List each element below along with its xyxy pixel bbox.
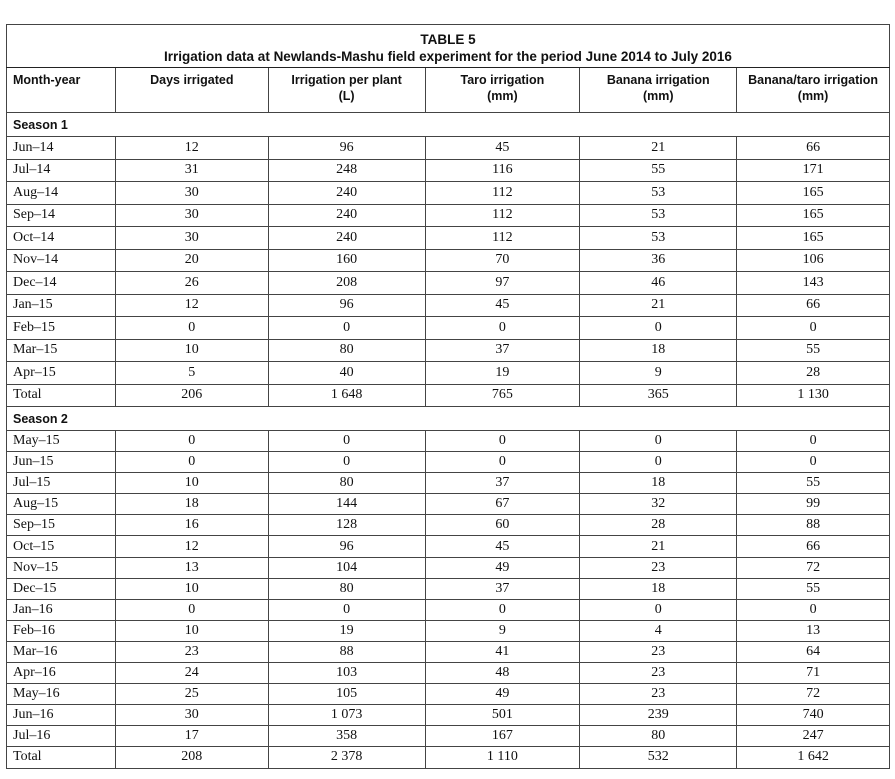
value-cell: 53 xyxy=(580,182,737,205)
value-cell: 55 xyxy=(580,159,737,182)
value-cell: 165 xyxy=(737,204,890,227)
column-header xyxy=(268,68,425,113)
value-cell: 167 xyxy=(425,726,580,747)
table-row xyxy=(7,536,890,557)
value-cell: 88 xyxy=(268,641,425,662)
value-cell: 0 xyxy=(268,599,425,620)
value-cell: 2 378 xyxy=(268,747,425,768)
value-cell: 13 xyxy=(737,620,890,641)
month-year-cell: Jun–16 xyxy=(7,705,116,726)
value-cell: 99 xyxy=(737,494,890,515)
table-row xyxy=(7,227,890,250)
value-cell: 0 xyxy=(425,599,580,620)
month-year-cell: Nov–14 xyxy=(7,249,116,272)
table-title xyxy=(7,25,890,68)
value-cell: 144 xyxy=(268,494,425,515)
value-cell: 32 xyxy=(580,494,737,515)
value-cell: 18 xyxy=(115,494,268,515)
column-header xyxy=(7,68,116,113)
value-cell: 0 xyxy=(737,317,890,340)
value-cell: 72 xyxy=(737,684,890,705)
value-cell: 21 xyxy=(580,536,737,557)
value-cell: 45 xyxy=(425,294,580,317)
value-cell: 67 xyxy=(425,494,580,515)
value-cell: 88 xyxy=(737,515,890,536)
value-cell: 31 xyxy=(115,159,268,182)
value-cell: 30 xyxy=(115,705,268,726)
month-year-cell: May–15 xyxy=(7,431,116,452)
table-row xyxy=(7,431,890,452)
value-cell: 71 xyxy=(737,663,890,684)
month-year-cell: Mar–16 xyxy=(7,641,116,662)
month-year-cell: Sep–15 xyxy=(7,515,116,536)
month-year-cell: Mar–15 xyxy=(7,339,116,362)
month-year-cell: Oct–15 xyxy=(7,536,116,557)
value-cell: 0 xyxy=(268,452,425,473)
value-cell: 18 xyxy=(580,473,737,494)
table-row xyxy=(7,294,890,317)
value-cell: 160 xyxy=(268,249,425,272)
month-year-cell: Dec–15 xyxy=(7,578,116,599)
table-row xyxy=(7,204,890,227)
value-cell: 40 xyxy=(268,362,425,385)
month-year-cell: Feb–16 xyxy=(7,620,116,641)
table-row xyxy=(7,159,890,182)
value-cell: 247 xyxy=(737,726,890,747)
season-row xyxy=(7,407,890,431)
value-cell: 0 xyxy=(580,452,737,473)
table-row xyxy=(7,317,890,340)
value-cell: 12 xyxy=(115,137,268,160)
value-cell: 97 xyxy=(425,272,580,295)
value-cell: 103 xyxy=(268,663,425,684)
value-cell: 1 642 xyxy=(737,747,890,768)
table-row xyxy=(7,272,890,295)
month-year-cell: Aug–14 xyxy=(7,182,116,205)
value-cell: 12 xyxy=(115,536,268,557)
value-cell: 18 xyxy=(580,339,737,362)
value-cell: 70 xyxy=(425,249,580,272)
value-cell: 143 xyxy=(737,272,890,295)
value-cell: 41 xyxy=(425,641,580,662)
value-cell: 165 xyxy=(737,227,890,250)
value-cell: 96 xyxy=(268,137,425,160)
value-cell: 13 xyxy=(115,557,268,578)
value-cell: 46 xyxy=(580,272,737,295)
value-cell: 23 xyxy=(580,641,737,662)
value-cell: 19 xyxy=(268,620,425,641)
value-cell: 9 xyxy=(580,362,737,385)
value-cell: 20 xyxy=(115,249,268,272)
table-row xyxy=(7,726,890,747)
value-cell: 116 xyxy=(425,159,580,182)
column-header-unit: (L) xyxy=(338,89,355,103)
value-cell: 1 110 xyxy=(425,747,580,768)
value-cell: 45 xyxy=(425,536,580,557)
column-header-unit: (mm) xyxy=(797,89,829,103)
value-cell: 208 xyxy=(268,272,425,295)
value-cell: 239 xyxy=(580,705,737,726)
value-cell: 0 xyxy=(580,317,737,340)
irrigation-data-table xyxy=(6,24,890,769)
column-header xyxy=(425,68,580,113)
header-row xyxy=(7,68,890,113)
value-cell: 49 xyxy=(425,557,580,578)
value-cell: 10 xyxy=(115,339,268,362)
value-cell: 0 xyxy=(115,452,268,473)
value-cell: 17 xyxy=(115,726,268,747)
column-header-label: Taro irrigation xyxy=(460,73,545,87)
value-cell: 23 xyxy=(580,663,737,684)
value-cell: 80 xyxy=(268,339,425,362)
value-cell: 10 xyxy=(115,620,268,641)
value-cell: 96 xyxy=(268,294,425,317)
value-cell: 240 xyxy=(268,204,425,227)
value-cell: 0 xyxy=(115,317,268,340)
table-row xyxy=(7,137,890,160)
value-cell: 128 xyxy=(268,515,425,536)
value-cell: 1 130 xyxy=(737,384,890,407)
table-row xyxy=(7,705,890,726)
month-year-cell: Jan–16 xyxy=(7,599,116,620)
value-cell: 112 xyxy=(425,204,580,227)
month-year-cell: Dec–14 xyxy=(7,272,116,295)
value-cell: 48 xyxy=(425,663,580,684)
value-cell: 66 xyxy=(737,137,890,160)
value-cell: 37 xyxy=(425,473,580,494)
value-cell: 240 xyxy=(268,227,425,250)
value-cell: 9 xyxy=(425,620,580,641)
table-row xyxy=(7,515,890,536)
month-year-cell: Apr–16 xyxy=(7,663,116,684)
table-row xyxy=(7,620,890,641)
value-cell: 55 xyxy=(737,473,890,494)
value-cell: 23 xyxy=(115,641,268,662)
season-label: Season 2 xyxy=(7,407,890,431)
month-year-cell: Jun–15 xyxy=(7,452,116,473)
value-cell: 36 xyxy=(580,249,737,272)
column-header-label: Month-year xyxy=(13,73,81,87)
table-row xyxy=(7,339,890,362)
column-header-unit: (mm) xyxy=(487,89,518,103)
value-cell: 30 xyxy=(115,204,268,227)
value-cell: 60 xyxy=(425,515,580,536)
value-cell: 0 xyxy=(425,452,580,473)
value-cell: 23 xyxy=(580,557,737,578)
value-cell: 365 xyxy=(580,384,737,407)
value-cell: 26 xyxy=(115,272,268,295)
value-cell: 501 xyxy=(425,705,580,726)
value-cell: 0 xyxy=(425,317,580,340)
table-row xyxy=(7,362,890,385)
value-cell: 206 xyxy=(115,384,268,407)
value-cell: 208 xyxy=(115,747,268,768)
table-row xyxy=(7,473,890,494)
month-year-cell: Jul–14 xyxy=(7,159,116,182)
value-cell: 171 xyxy=(737,159,890,182)
total-row xyxy=(7,384,890,407)
value-cell: 0 xyxy=(737,599,890,620)
month-year-cell: May–16 xyxy=(7,684,116,705)
value-cell: 4 xyxy=(580,620,737,641)
month-year-cell: Jul–16 xyxy=(7,726,116,747)
value-cell: 0 xyxy=(737,431,890,452)
value-cell: 18 xyxy=(580,578,737,599)
table-row xyxy=(7,599,890,620)
month-year-cell: Total xyxy=(7,747,116,768)
month-year-cell: Jun–14 xyxy=(7,137,116,160)
value-cell: 0 xyxy=(425,431,580,452)
table-row xyxy=(7,578,890,599)
table-row xyxy=(7,684,890,705)
table-row xyxy=(7,452,890,473)
value-cell: 248 xyxy=(268,159,425,182)
value-cell: 28 xyxy=(737,362,890,385)
value-cell: 10 xyxy=(115,473,268,494)
table-row xyxy=(7,494,890,515)
value-cell: 740 xyxy=(737,705,890,726)
value-cell: 37 xyxy=(425,578,580,599)
value-cell: 55 xyxy=(737,578,890,599)
value-cell: 240 xyxy=(268,182,425,205)
value-cell: 0 xyxy=(115,431,268,452)
value-cell: 0 xyxy=(268,317,425,340)
season-label: Season 1 xyxy=(7,113,890,137)
value-cell: 0 xyxy=(115,599,268,620)
value-cell: 0 xyxy=(580,431,737,452)
column-header-label: Banana/taro irrigation xyxy=(748,73,878,87)
table-row xyxy=(7,557,890,578)
value-cell: 80 xyxy=(268,578,425,599)
value-cell: 53 xyxy=(580,227,737,250)
value-cell: 0 xyxy=(737,452,890,473)
column-header xyxy=(580,68,737,113)
value-cell: 28 xyxy=(580,515,737,536)
value-cell: 358 xyxy=(268,726,425,747)
month-year-cell: Jul–15 xyxy=(7,473,116,494)
table-row xyxy=(7,641,890,662)
table-row xyxy=(7,182,890,205)
column-header-label: Irrigation per plant xyxy=(291,73,402,87)
value-cell: 112 xyxy=(425,227,580,250)
month-year-cell: Feb–15 xyxy=(7,317,116,340)
table-row xyxy=(7,663,890,684)
value-cell: 72 xyxy=(737,557,890,578)
value-cell: 112 xyxy=(425,182,580,205)
column-header-label: Days irrigated xyxy=(150,73,234,87)
value-cell: 21 xyxy=(580,137,737,160)
value-cell: 0 xyxy=(580,599,737,620)
value-cell: 49 xyxy=(425,684,580,705)
value-cell: 45 xyxy=(425,137,580,160)
value-cell: 1 648 xyxy=(268,384,425,407)
month-year-cell: Nov–15 xyxy=(7,557,116,578)
value-cell: 10 xyxy=(115,578,268,599)
value-cell: 532 xyxy=(580,747,737,768)
month-year-cell: Oct–14 xyxy=(7,227,116,250)
table-caption: Irrigation data at Newlands-Mashu field experiment for the period June 2014 to July 2016 xyxy=(164,49,732,64)
value-cell: 66 xyxy=(737,294,890,317)
month-year-cell: Jan–15 xyxy=(7,294,116,317)
column-header-unit: (mm) xyxy=(642,89,674,103)
column-header xyxy=(737,68,890,113)
value-cell: 96 xyxy=(268,536,425,557)
season-row xyxy=(7,113,890,137)
value-cell: 165 xyxy=(737,182,890,205)
value-cell: 24 xyxy=(115,663,268,684)
month-year-cell: Aug–15 xyxy=(7,494,116,515)
month-year-cell: Sep–14 xyxy=(7,204,116,227)
value-cell: 765 xyxy=(425,384,580,407)
value-cell: 53 xyxy=(580,204,737,227)
value-cell: 5 xyxy=(115,362,268,385)
value-cell: 16 xyxy=(115,515,268,536)
value-cell: 66 xyxy=(737,536,890,557)
column-header-label: Banana irrigation xyxy=(606,73,710,87)
column-header xyxy=(115,68,268,113)
table-title-row xyxy=(7,25,890,68)
value-cell: 104 xyxy=(268,557,425,578)
table-row xyxy=(7,249,890,272)
value-cell: 106 xyxy=(737,249,890,272)
value-cell: 64 xyxy=(737,641,890,662)
value-cell: 55 xyxy=(737,339,890,362)
value-cell: 80 xyxy=(580,726,737,747)
value-cell: 23 xyxy=(580,684,737,705)
value-cell: 19 xyxy=(425,362,580,385)
month-year-cell: Total xyxy=(7,384,116,407)
table-label: TABLE 5 xyxy=(420,32,476,47)
value-cell: 80 xyxy=(268,473,425,494)
value-cell: 30 xyxy=(115,182,268,205)
value-cell: 1 073 xyxy=(268,705,425,726)
value-cell: 30 xyxy=(115,227,268,250)
value-cell: 0 xyxy=(268,431,425,452)
total-row xyxy=(7,747,890,768)
value-cell: 37 xyxy=(425,339,580,362)
value-cell: 21 xyxy=(580,294,737,317)
month-year-cell: Apr–15 xyxy=(7,362,116,385)
value-cell: 25 xyxy=(115,684,268,705)
value-cell: 12 xyxy=(115,294,268,317)
value-cell: 105 xyxy=(268,684,425,705)
